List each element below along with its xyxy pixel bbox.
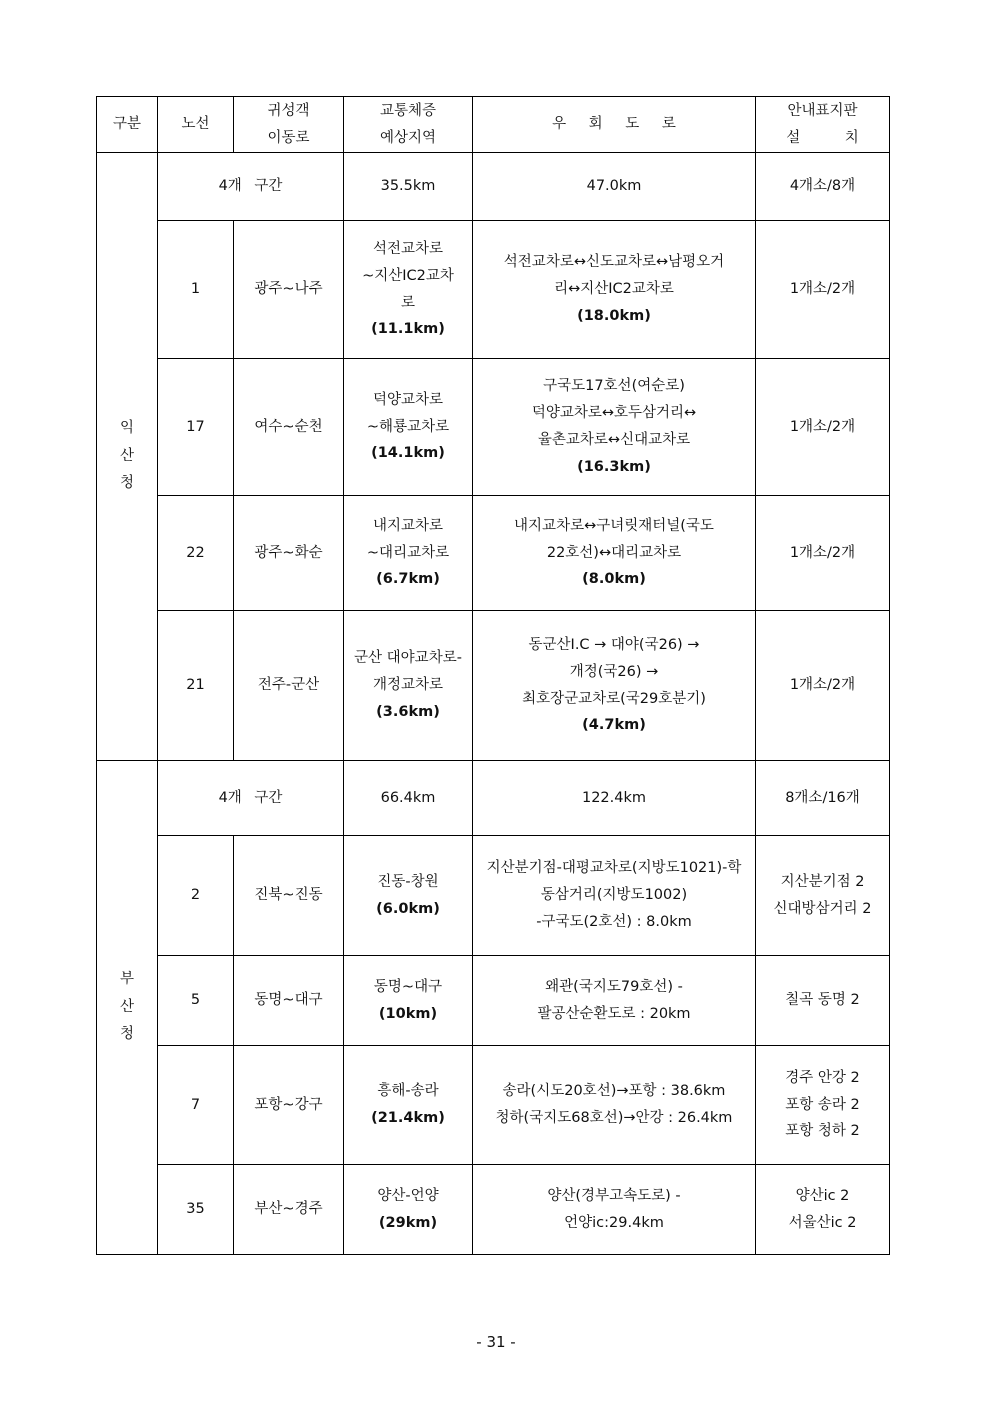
- detour-line: (16.3km): [577, 458, 651, 475]
- header-signs-line: 안내표지판: [787, 102, 858, 119]
- signs-line: 양산ic 2: [795, 1187, 850, 1204]
- summary-label: 4개 구간: [158, 761, 344, 836]
- table-row: [97, 1046, 890, 1165]
- detour-line: 내지교차로↔구녀릿재터널(국도: [514, 517, 714, 534]
- detour-line: (18.0km): [577, 307, 651, 324]
- detour-line: 왜관(국지도79호선) -: [545, 978, 683, 995]
- path-cell: 광주~화순: [234, 496, 344, 611]
- signs-line: 서울산ic 2: [788, 1214, 857, 1231]
- signs-line: 포항 청하 2: [785, 1123, 860, 1140]
- summary-congestion: 66.4km: [344, 761, 473, 836]
- header-detour: 우 회 도 로: [473, 97, 756, 153]
- agency-char: 청: [119, 1026, 134, 1043]
- route-cell: 35: [158, 1165, 234, 1255]
- header-path: [234, 97, 344, 153]
- congestion-line: (3.6km): [376, 703, 440, 720]
- congestion-line: (14.1km): [371, 445, 445, 462]
- signs-line: 지산분기점 2: [780, 873, 865, 890]
- agency-char: 익: [119, 420, 134, 437]
- congestion-line: (6.0km): [376, 900, 440, 917]
- table-row: [97, 836, 890, 956]
- detour-line: 석전교차로↔신도교차로↔남평오거: [503, 254, 725, 271]
- signs-cell: [756, 221, 890, 359]
- congestion-line: 로: [400, 294, 415, 311]
- agency-char: 산: [119, 998, 134, 1015]
- route-cell: 17: [158, 359, 234, 496]
- detour-cell: [473, 359, 756, 496]
- congestion-line: (29km): [378, 1214, 438, 1231]
- table-row: [97, 956, 890, 1046]
- signs-line: 1개소/2개: [789, 544, 856, 561]
- agency-cell: [97, 153, 158, 761]
- agency-char: 산: [119, 447, 134, 464]
- signs-line: 1개소/2개: [789, 281, 856, 298]
- detour-line: (4.7km): [582, 717, 646, 734]
- route-cell: 21: [158, 611, 234, 761]
- path-cell: 광주~나주: [234, 221, 344, 359]
- detour-line: 양산(경부고속도로) -: [547, 1187, 681, 1204]
- detour-cell: [473, 956, 756, 1046]
- path-cell: 여수~순천: [234, 359, 344, 496]
- detour-cell: [473, 611, 756, 761]
- table-row: [97, 1165, 890, 1255]
- congestion-cell: [344, 1165, 473, 1255]
- table-row: [97, 359, 890, 496]
- congestion-line: 진동-창원: [377, 873, 439, 890]
- congestion-line: (11.1km): [371, 321, 445, 338]
- route-cell: 2: [158, 836, 234, 956]
- congestion-cell: [344, 956, 473, 1046]
- table-row: [97, 221, 890, 359]
- congestion-line: 흥해-송라: [377, 1083, 439, 1100]
- path-cell: 포항~강구: [234, 1046, 344, 1165]
- signs-cell: [756, 836, 890, 956]
- agency-char: 청: [119, 475, 134, 492]
- congestion-cell: [344, 611, 473, 761]
- route-cell: 1: [158, 221, 234, 359]
- congestion-line: 개정교차로: [372, 677, 444, 694]
- agency-char: 부: [119, 971, 134, 988]
- route-cell: 22: [158, 496, 234, 611]
- header-path-line: 이동로: [267, 129, 310, 146]
- summary-detour: 47.0km: [473, 153, 756, 221]
- detour-line: 율촌교차로↔신대교차로: [537, 432, 691, 448]
- detour-line: -구국도(2호선) : 8.0km: [536, 913, 692, 930]
- detour-cell: [473, 836, 756, 956]
- summary-signs: 8개소/16개: [756, 761, 890, 836]
- detour-line: 리↔지산IC2교차로: [554, 281, 674, 298]
- congestion-line: 동명~대구: [373, 978, 443, 995]
- detour-cell: [473, 496, 756, 611]
- signs-line: 1개소/2개: [789, 677, 856, 694]
- header-congestion-line: 교통체증: [379, 102, 437, 119]
- page-number: - 31 -: [476, 1333, 516, 1351]
- congestion-line: (21.4km): [371, 1110, 445, 1126]
- summary-congestion: 35.5km: [344, 153, 473, 221]
- signs-cell: [756, 1165, 890, 1255]
- header-congestion: [344, 97, 473, 153]
- signs-line: 경주 안강 2: [785, 1069, 860, 1086]
- summary-label: 4개 구간: [158, 153, 344, 221]
- detour-line: 구국도17호선(여순로): [543, 378, 685, 395]
- header-path-line: 귀성객: [267, 102, 310, 119]
- detour-line: 동삼거리(지방도1002): [540, 887, 688, 904]
- detour-cell: [473, 221, 756, 359]
- table-row: [97, 496, 890, 611]
- detour-line: 지산분기점-대평교차로(지방도1021)-학: [486, 860, 742, 877]
- congestion-line: ~대리교차로: [366, 544, 450, 561]
- path-cell: 진북~진동: [234, 836, 344, 956]
- table-row: [97, 611, 890, 761]
- congestion-line: 덕양교차로: [372, 391, 444, 408]
- table-body: [97, 153, 890, 1255]
- header-signs: [756, 97, 890, 153]
- path-cell: 전주-군산: [234, 611, 344, 761]
- detour-line: 최호장군교차로(국29호분기): [522, 690, 706, 707]
- header-route: 노선: [158, 97, 234, 153]
- signs-cell: [756, 956, 890, 1046]
- summary-row: [97, 153, 890, 221]
- signs-cell: [756, 1046, 890, 1165]
- detour-line: 동군산I.C → 대야(국26) →: [528, 636, 700, 653]
- header-gubun: 구분: [97, 97, 158, 153]
- congestion-cell: [344, 836, 473, 956]
- summary-signs: 4개소/8개: [756, 153, 890, 221]
- signs-cell: [756, 359, 890, 496]
- signs-line: 1개소/2개: [789, 418, 856, 435]
- agency-cell: [97, 761, 158, 1255]
- route-cell: 7: [158, 1046, 234, 1165]
- signs-cell: [756, 496, 890, 611]
- congestion-cell: [344, 1046, 473, 1165]
- congestion-line: 양산-언양: [377, 1187, 439, 1204]
- detour-line: 개정(국26) →: [569, 663, 659, 680]
- congestion-line: 내지교차로: [372, 517, 444, 534]
- congestion-line: (6.7km): [376, 571, 440, 588]
- path-cell: 동명~대구: [234, 956, 344, 1046]
- congestion-cell: [344, 496, 473, 611]
- header-congestion-line: 예상지역: [379, 129, 437, 146]
- detour-line: 팔공산순환도로 : 20km: [537, 1005, 691, 1022]
- congestion-cell: [344, 359, 473, 496]
- congestion-line: ~해룡교차로: [366, 418, 450, 435]
- signs-line: 포항 송라 2: [785, 1096, 860, 1113]
- detour-line: (8.0km): [582, 571, 646, 588]
- signs-cell: [756, 611, 890, 761]
- signs-line: 칠곡 동명 2: [785, 992, 860, 1009]
- congestion-line: 군산 대야교차로-: [354, 650, 462, 667]
- detour-cell: [473, 1046, 756, 1165]
- header-row: [97, 97, 890, 153]
- signs-line: 신대방삼거리 2: [773, 900, 872, 917]
- detour-line: 청하(국지도68호선)→안강 : 26.4km: [495, 1110, 733, 1126]
- detour-route-table: [96, 96, 890, 1255]
- detour-line: 송라(시도20호선)→포항 : 38.6km: [502, 1083, 726, 1100]
- detour-cell: [473, 1165, 756, 1255]
- summary-row: [97, 761, 890, 836]
- congestion-cell: [344, 221, 473, 359]
- congestion-line: 석전교차로: [372, 240, 444, 257]
- congestion-line: (10km): [378, 1005, 438, 1022]
- detour-line: 언양ic:29.4km: [564, 1214, 664, 1231]
- header-signs-line: 설 치: [786, 129, 859, 146]
- path-cell: 부산~경주: [234, 1165, 344, 1255]
- detour-line: 22호선)↔대리교차로: [546, 544, 682, 561]
- route-cell: 5: [158, 956, 234, 1046]
- summary-detour: 122.4km: [473, 761, 756, 836]
- detour-line: 덕양교차로↔호두삼거리↔: [531, 405, 697, 422]
- congestion-line: ~지산IC2교차: [362, 267, 454, 284]
